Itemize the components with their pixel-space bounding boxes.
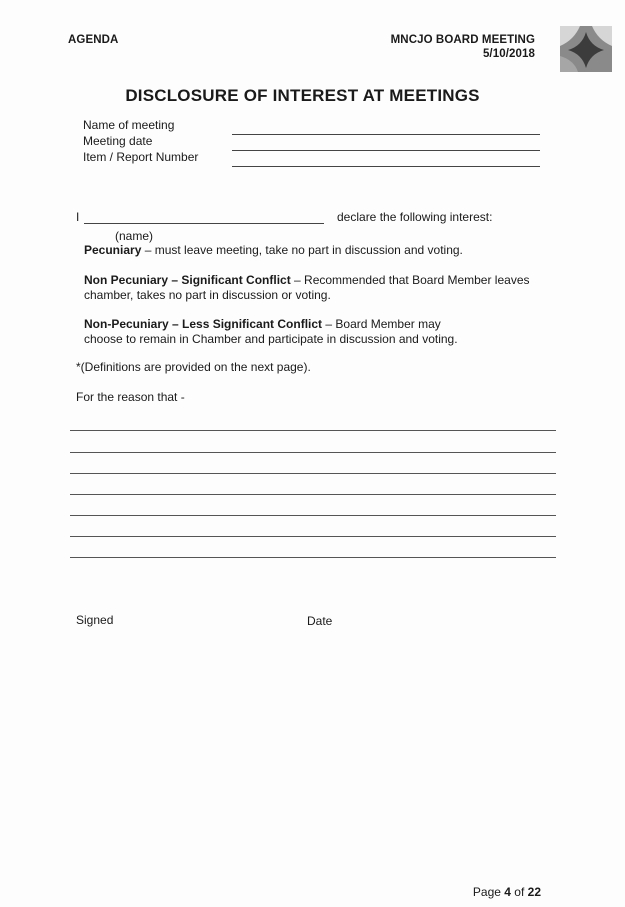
meeting-name-label: Name of meeting [83, 118, 175, 132]
page-of: of [510, 885, 528, 899]
page-prefix: Page [472, 885, 505, 899]
reason-line[interactable] [70, 494, 556, 495]
page-current: 4 [504, 885, 511, 899]
meeting-name-line[interactable] [232, 134, 540, 135]
item-number-label: Item / Report Number [83, 150, 199, 164]
reason-line[interactable] [70, 515, 556, 516]
date-label: Date [307, 614, 333, 628]
less-significant-text-1: – Board Member may [322, 317, 441, 331]
reason-label: For the reason that - [76, 390, 185, 404]
reason-line[interactable] [70, 557, 556, 558]
option-significant [84, 273, 554, 287]
option-less-significant [84, 317, 441, 331]
significant-text-2: chamber, takes no part in discussion or voting. [84, 288, 331, 302]
organisation-logo-icon [560, 26, 612, 72]
declaration-prefix: I [76, 210, 80, 224]
definitions-note: *(Definitions are provided on the next page). [76, 360, 311, 374]
reason-line[interactable] [70, 452, 556, 453]
meeting-title: MNCJO BOARD MEETING [390, 34, 535, 46]
declaration-suffix: declare the following interest: [337, 210, 493, 224]
page-number [473, 885, 541, 899]
name-hint: (name) [115, 229, 154, 243]
page-title: DISCLOSURE OF INTEREST AT MEETINGS [125, 86, 480, 105]
reason-line[interactable] [70, 473, 556, 474]
significant-text-1: – Recommended that Board Member leaves [290, 273, 530, 287]
meeting-date: 5/10/2018 [482, 48, 535, 60]
pecuniary-text: – must leave meeting, take no part in discussion and voting. [141, 243, 463, 257]
significant-label: Non Pecuniary – Significant Conflict [84, 273, 291, 287]
item-number-line[interactable] [232, 166, 540, 167]
reason-line[interactable] [70, 430, 556, 431]
pecuniary-label: Pecuniary [84, 243, 142, 257]
agenda-label: AGENDA [68, 34, 119, 46]
meeting-date-label: Meeting date [83, 134, 153, 148]
reason-line[interactable] [70, 536, 556, 537]
less-significant-text-2: choose to remain in Chamber and participate in discussion and voting. [84, 332, 458, 346]
declarant-name-line[interactable] [84, 223, 324, 224]
meeting-date-line[interactable] [232, 150, 540, 151]
signed-label: Signed [76, 613, 114, 627]
less-significant-label: Non-Pecuniary – Less Significant Conflict [84, 317, 323, 331]
option-pecuniary [84, 243, 463, 257]
page-total: 22 [527, 885, 541, 899]
